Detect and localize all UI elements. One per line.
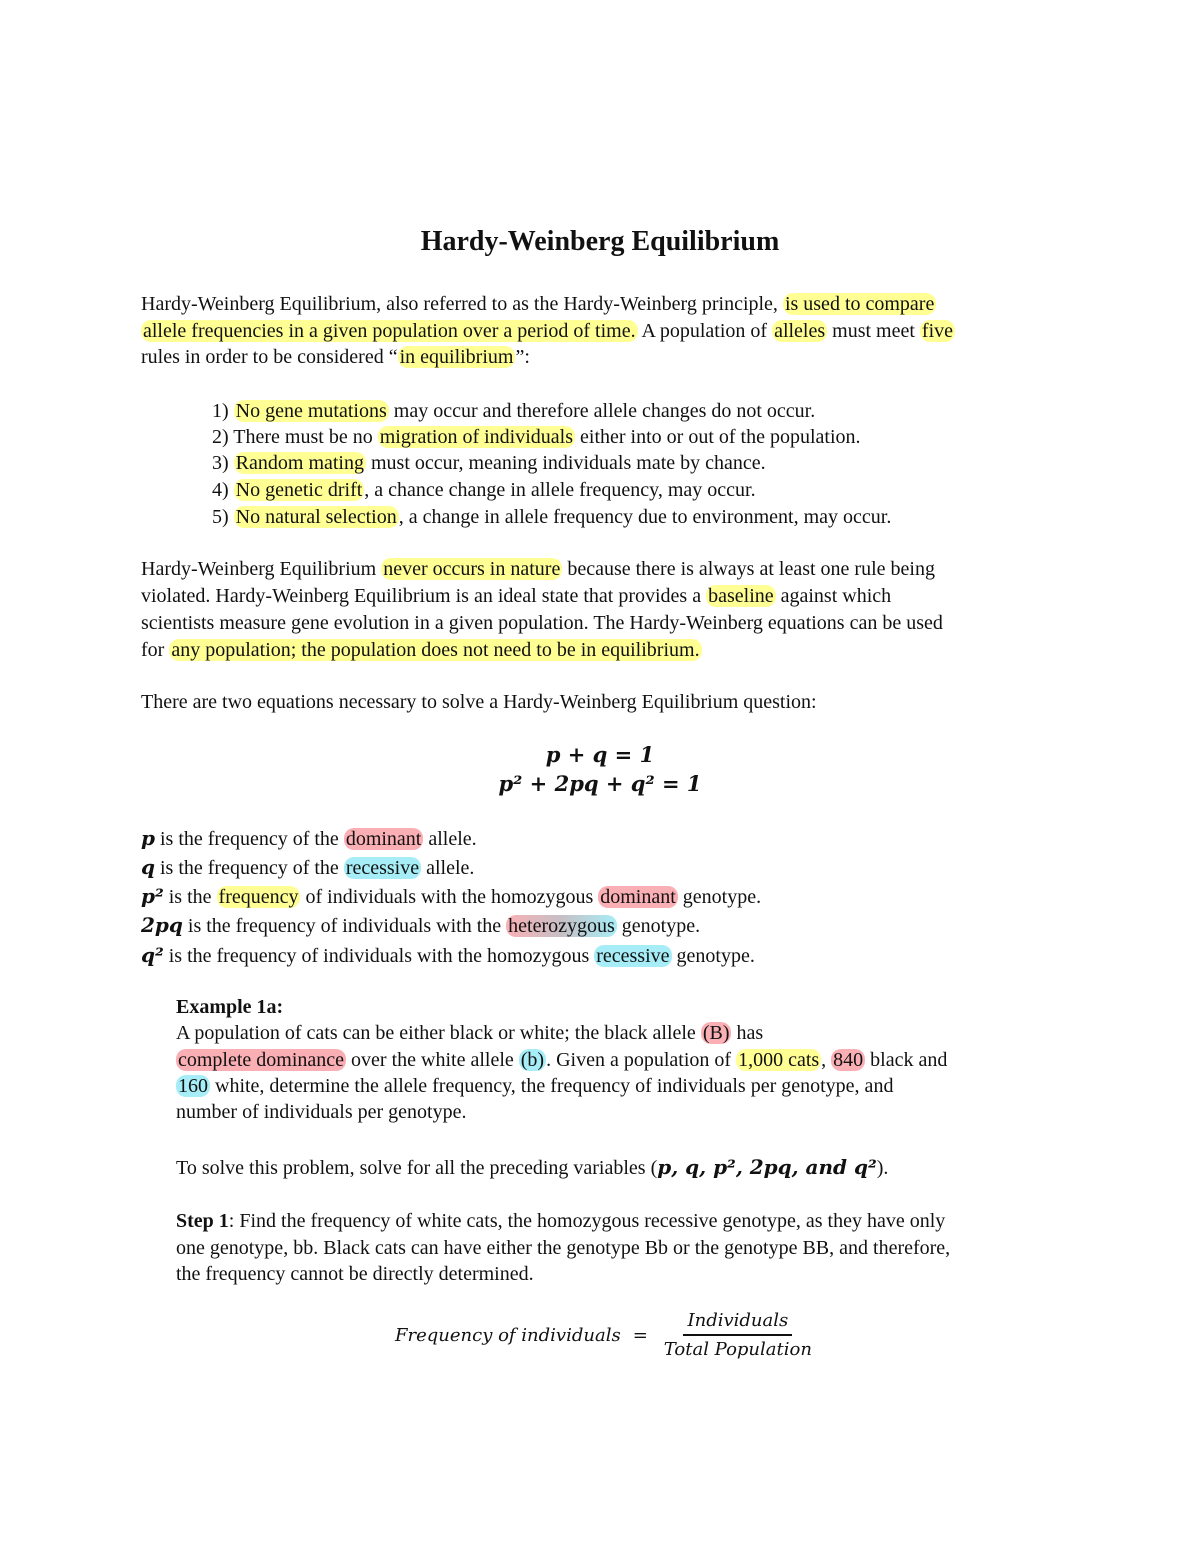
para-text: against which bbox=[775, 585, 892, 607]
example-text: . Given a population of bbox=[546, 1049, 737, 1071]
intro-line-3 bbox=[141, 344, 530, 370]
rule-number: 2) There must be no bbox=[212, 426, 378, 448]
step-text: : Find the frequency of white cats, the homozygous recessive genotype, as they have only bbox=[228, 1210, 946, 1232]
example-text: To solve this problem, solve for all the preceding variables ( bbox=[176, 1157, 658, 1179]
highlight: is used to compare bbox=[784, 293, 935, 315]
para-text: for bbox=[141, 639, 170, 661]
para2-line-1 bbox=[141, 556, 935, 582]
rule-number: 3) bbox=[212, 452, 234, 474]
definition-q2 bbox=[141, 942, 755, 969]
example-text: ). bbox=[876, 1157, 889, 1179]
highlight: 840 bbox=[833, 1049, 864, 1071]
formula-denominator: Total Population bbox=[663, 1339, 812, 1360]
rule-text: , a chance change in allele frequency, may occur. bbox=[364, 479, 756, 501]
intro-line-1 bbox=[141, 291, 936, 317]
highlight: 160 bbox=[178, 1075, 208, 1097]
math-symbol: 2pq bbox=[141, 913, 183, 937]
step-1-line-2: one genotype, bb. Black cats can have either the genotype Bb or the genotype BB, and therefore, bbox=[176, 1237, 951, 1259]
def-text: allele. bbox=[421, 857, 475, 879]
highlight: dominant bbox=[345, 828, 422, 850]
rule-5 bbox=[212, 504, 891, 530]
highlight: (B) bbox=[702, 1022, 730, 1044]
highlight: migration of individuals bbox=[379, 426, 574, 448]
para3: There are two equations necessary to solve a Hardy-Weinberg Equilibrium question: bbox=[141, 691, 817, 713]
rule-text: , a change in allele frequency due to environment, may occur. bbox=[398, 506, 892, 528]
frequency-formula bbox=[395, 1310, 816, 1360]
para-text: violated. Hardy-Weinberg Equilibrium is an ideal state that provides a bbox=[141, 585, 707, 607]
math-symbol: p² bbox=[141, 884, 164, 908]
highlight: complete dominance bbox=[178, 1049, 345, 1071]
math-symbol: q² bbox=[141, 943, 164, 967]
formula-numerator: Individuals bbox=[683, 1310, 792, 1336]
def-text: genotype. bbox=[616, 915, 701, 937]
def-text: genotype. bbox=[671, 945, 755, 967]
highlight: recessive bbox=[345, 857, 420, 879]
example-text: has bbox=[731, 1022, 764, 1044]
para-text: Hardy-Weinberg Equilibrium bbox=[141, 558, 382, 580]
rule-1 bbox=[212, 398, 815, 424]
intro-line-2 bbox=[141, 318, 955, 344]
rule-text: may occur and therefore allele changes do not occur. bbox=[388, 400, 816, 422]
highlight: heterozygous bbox=[508, 915, 615, 937]
formula-lhs: Frequency of individuals bbox=[395, 1324, 621, 1346]
highlight: any population; the population does not need to be in equilibrium. bbox=[171, 639, 700, 661]
math-symbol: p bbox=[141, 826, 155, 850]
intro-text: Hardy-Weinberg Equilibrium, also referred to as the Hardy-Weinberg principle, bbox=[141, 293, 783, 315]
math-symbol: p, q, p², 2pq, and q² bbox=[657, 1155, 877, 1179]
example-text: , bbox=[821, 1049, 832, 1071]
step-1-line-3: the frequency cannot be directly determined. bbox=[176, 1263, 534, 1285]
example-heading: Example 1a: bbox=[176, 996, 284, 1018]
step-1-line-1 bbox=[176, 1208, 945, 1234]
example-line-2 bbox=[176, 1047, 947, 1073]
def-text: genotype. bbox=[677, 886, 762, 908]
example-text: over the white allele bbox=[346, 1049, 519, 1071]
highlight: Random mating bbox=[235, 452, 364, 474]
highlight: alleles bbox=[774, 320, 826, 342]
def-text: is the frequency of individuals with the bbox=[182, 915, 507, 937]
rule-number: 4) bbox=[212, 479, 234, 501]
highlight: five bbox=[921, 320, 954, 342]
rule-3 bbox=[212, 450, 766, 476]
def-text: of individuals with the homozygous bbox=[300, 886, 599, 908]
para2-line-4 bbox=[141, 637, 702, 663]
rule-number: 1) bbox=[212, 400, 234, 422]
definition-q bbox=[141, 854, 474, 881]
example-line-4: number of individuals per genotype. bbox=[176, 1101, 467, 1123]
highlight: in equilibrium bbox=[399, 346, 514, 368]
definition-p bbox=[141, 825, 477, 852]
highlight: recessive bbox=[596, 945, 670, 967]
rule-4 bbox=[212, 477, 756, 503]
definition-p2 bbox=[141, 883, 761, 910]
highlight: baseline bbox=[708, 585, 774, 607]
equation-2: p² + 2pq + q² = 1 bbox=[498, 771, 702, 796]
intro-text: must meet bbox=[827, 320, 920, 342]
equation-1: p + q = 1 bbox=[545, 742, 655, 767]
rule-text: must occur, meaning individuals mate by chance. bbox=[366, 452, 766, 474]
def-text: is the frequency of individuals with the homozygous bbox=[163, 945, 595, 967]
highlight: No genetic drift bbox=[235, 479, 363, 501]
formula-equals: = bbox=[632, 1324, 648, 1346]
example-line-3 bbox=[176, 1073, 893, 1099]
def-text: is the bbox=[163, 886, 217, 908]
intro-text: ”: bbox=[515, 346, 530, 368]
example-text: A population of cats can be either black or white; the black allele bbox=[176, 1022, 701, 1044]
def-text: is the frequency of the bbox=[154, 857, 344, 879]
highlight: No natural selection bbox=[235, 506, 397, 528]
para2-line-3: scientists measure gene evolution in a given population. The Hardy-Weinberg equations can be used bbox=[141, 612, 943, 634]
para2-line-2 bbox=[141, 583, 891, 609]
highlight: (b) bbox=[520, 1049, 545, 1071]
highlight: No gene mutations bbox=[235, 400, 387, 422]
highlight: allele frequencies in a given population over a period of time. bbox=[143, 320, 636, 342]
rule-2 bbox=[212, 424, 861, 450]
definition-2pq bbox=[141, 912, 700, 939]
intro-text: A population of bbox=[637, 320, 773, 342]
math-symbol: q bbox=[141, 855, 155, 879]
step-label: Step 1 bbox=[176, 1210, 229, 1232]
rule-text: either into or out of the population. bbox=[575, 426, 861, 448]
highlight: 1,000 cats bbox=[738, 1049, 820, 1071]
def-text: is the frequency of the bbox=[154, 828, 344, 850]
def-text: allele. bbox=[423, 828, 477, 850]
formula-fraction bbox=[660, 1310, 816, 1360]
page-title: Hardy-Weinberg Equilibrium bbox=[420, 226, 780, 257]
highlight: frequency bbox=[218, 886, 299, 908]
intro-text: rules in order to be considered “ bbox=[141, 346, 398, 368]
highlight: never occurs in nature bbox=[383, 558, 561, 580]
highlight: dominant bbox=[600, 886, 676, 908]
example-line-1 bbox=[176, 1020, 763, 1046]
para-text: because there is always at least one rule being bbox=[562, 558, 935, 580]
solve-instruction bbox=[176, 1154, 888, 1181]
rule-number: 5) bbox=[212, 506, 234, 528]
example-text: black and bbox=[865, 1049, 948, 1071]
example-text: white, determine the allele frequency, the frequency of individuals per genotype, and bbox=[210, 1075, 894, 1097]
